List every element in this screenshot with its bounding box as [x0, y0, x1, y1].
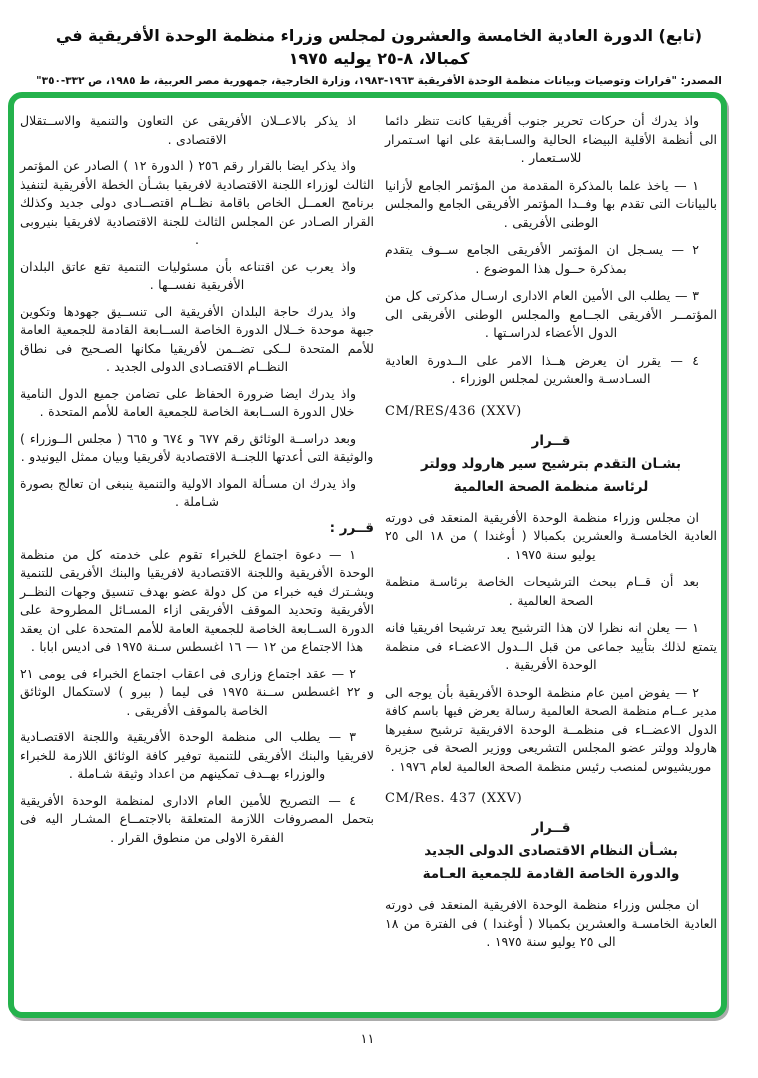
paragraph: ٣ — يطلب الى الأمين العام الادارى ارسـال مذكرتى كل من المؤتمــر الأفريقى الجــامع والمجلس الوطنى الأفريقى الى الدول الأعضاء لدراسـتها .	[385, 288, 717, 340]
paragraph: واذ يدرك أن حركات تحرير جنوب أفريقيا كانت تنظر دائما الى أنظمة الأقلية البيضاء الحالية والسـابقة على انها اسـتمرار للاسـتعمار .	[385, 113, 717, 165]
paragraph: واذ يدرك ان مسـألة المواد الاولية والتنمية ينبغى ان تعالج بصورة شـاملة .	[20, 475, 356, 509]
resolution-heading	[385, 430, 717, 499]
resolution-reference: CM/RES/436 (XXV)	[385, 403, 522, 419]
paragraph: ١ — يعلن انه نظرا لان هذا الترشيح يعد ترشيحا افريقيا فانه يتمتع لذلك بتأييد جماعى من قبل الــدول الاعضـاء فى منظمة الوحدة الأفريقية .	[385, 620, 717, 672]
header-title: (تابع) الدورة العادية الخامسة والعشرون لمجلس وزراء منظمة الوحدة الأفريقية في كمبالا، ٨-٢٥ يوليه ١٩٧٥	[55, 26, 703, 69]
resolution-heading-line: بشـأن النظام الاقتصادى الدولى الجديد	[424, 843, 678, 859]
paragraph: ٢ — عقد اجتماع وزارى فى اعقاب اجتماع الخبراء فى يومى ٢١ و ٢٢ اغسطس ســنة ١٩٧٥ فى ليما ( بيرو ) لاستكمال الوثائق الخاصة بالموقف الأفريقى .	[20, 665, 374, 718]
page-header	[28, 24, 730, 87]
resolution-heading-line: قــرار	[531, 820, 571, 836]
paragraph: ٢ — يسـجل ان المؤتمر الأفريقى الجامع ســوف يتقدم بمذكرة حــول هذا الموضوع .	[385, 242, 699, 276]
paragraph: بعد أن قــام ببحث الترشيحات الخاصة برئاسـة منظمة الصحة العالمية .	[385, 574, 699, 608]
resolution-heading-line: قــرار	[531, 432, 571, 449]
resolution-heading-line: والدورة الخاصة القادمة للجمعية العـامة	[422, 866, 680, 882]
resolution-reference: CM/Res. 437 (XXV)	[385, 791, 523, 806]
paragraph: ٢ — يفوض امين عام منظمة الوحدة الأفريقية بأن يوجه الى مدير عــام منظمة الصحة العالمية رسالة يعرض فيها باسم كافة الدول الاعضــاء فى منظمــة الوحدة الافريقية ترشيح سفيرها هارولد وولتر عضو المجلس التشريعى ووزير الصحة فى جزيرة موريشيوس لمنصب رئيس منظمة الصحة العالمية لعام ١٩٧٦ .	[385, 684, 717, 774]
page-number: ١١	[360, 1032, 375, 1047]
column-right	[385, 112, 717, 961]
paragraph: واذ يدرك حاجة البلدان الأفريقية الى تنســيق جهودها وتكوين جبهة موحدة خــلال الدورة الخاصة الســابعة القادمة للجمعية العامة للأمم المتحدة لــكى تضــمن لأفريقيا مكانها الصـحيح فى نطاق النظــام الاقتصـادى الدولى الجديد .	[20, 303, 374, 374]
column-left	[20, 112, 374, 855]
resolution-heading-line: لرئاسة منظمة الصحة العالمية	[453, 478, 649, 495]
green-highlight-frame	[8, 92, 727, 1018]
paragraph: واذ يذكر ايضا بالقرار رقم ٢٥٦ ( الدورة ١٢ ) الصادر عن المؤتمر الثالث لوزراء اللجنة الاقتصادية لافريقيا بشـأن الخطة الأفريقية لتنفيذ برنامج العمــل الخاص باقامة نظــام اقتصــادى دولى جديد وكذلك القرار الصـادر عن المجلس الثالث للجنة الاقتصادية لافريقيا بنيروبى .	[20, 158, 374, 247]
resolution-heading-line: بشـان التقدم بترشيح سير هارولد وولتر	[420, 455, 682, 472]
decree-word: قــرر :	[329, 519, 374, 536]
paragraph: ان مجلس وزراء منظمة الوحدة الأفريقية المنعقد فى دورته العادية الخامسـة والعشرين بكمبالا ( أوغندا ) من ١٨ الى ٢٥ يوليو سنة ١٩٧٥ .	[385, 509, 717, 562]
header-source-line: المصدر: "قرارات وتوصيات وبيانات منظمة الوحدة الأفريقية ١٩٦٣-١٩٨٣، وزارة الخارجية، جمهورية مصر العربية، ط ١٩٨٥، ص ٣٣٢-٣٥٠"	[36, 75, 722, 88]
paragraph: ان مجلس وزراء منظمة الوحدة الافريقية المنعقد فى دورته العادية الخامسـة والعشرين بكمبالا ( أوغندا ) فى الفترة من ١٨ الى ٢٥ يوليو سنة ١٩٧٥ .	[385, 897, 717, 949]
paragraph: وبعد دراســة الوثائق رقم ٦٧٧ و ٦٧٤ و ٦٦٥ ( مجلس الــوزراء ) والوثيقة التى أعدتها اللجنــة الاقتصادية لأفريقيا وبيان ممثل اليونيدو .	[20, 430, 374, 464]
paragraph: ٤ — التصريح للأمين العام الادارى لمنظمة الوحدة الأفريقية بتحمل المصروفات اللازمة المتعلقة بالاجتمــاع المشـار اليه فى الفقرة الاولى من منطوق القرار .	[20, 792, 374, 845]
paragraph: ٤ — يقرر ان يعرض هــذا الامر على الــدورة العادية السـادسـة والعشرين لمجلس الوزراء .	[385, 352, 699, 386]
resolution-heading	[385, 817, 717, 886]
paragraph: ٣ — يطلب الى منظمة الوحدة الأفريقية واللجنة الاقتصـادية لافريقيا والبنك الأفريقى للتنمية توفير كافة الوثائق اللازمة للخبراء والوزراء بهــدف تمكينهم من اعداد وثيقة شـاملة .	[20, 729, 374, 781]
paragraph: اذ يذكر بالاعــلان الأفريقى عن التعاون والتنمية والاســتقلال الاقتصادى .	[20, 113, 356, 147]
paragraph: واذ يعرب عن اقتناعه بأن مسئوليات التنمية تقع عاتق البلدان الأفريقية نفســها .	[20, 258, 356, 292]
paragraph: واذ يدرك ايضا ضرورة الحفاظ على تضامن جميع الدول النامية خلال الدورة الســابعة الخاصة للجمعية العامة للأمم المتحدة .	[20, 385, 356, 419]
paragraph: ١ — ياخذ علما بالمذكرة المقدمة من المؤتمر الجامع لأزانيا بالبيانات التى تقدم بها وفــدا المؤتمر الأفريقى الجامع والمجلس الوطنى الأفريقى .	[385, 177, 717, 230]
paragraph: ١ — دعوة اجتماع للخبراء تقوم على خدمته كل من منظمة الوحدة الأفريقية واللجنة الاقتصادية لافريقيا والبنك الأفريقى للتنمية ويشـترك فيه خبراء من كل دولة عضو بهدف تنسيق وجهات النظــر الأفريقية وتحديد الموقف الأفريقى ازاء المسـائل المطروحة على الدورة الســابعة الخاصة للجمعية العامة للأمم المتحدة على ان يعقد هذا الاجتماع من ١٢ — ١٦ اغسطس سـنة ١٩٧٥ فى اديس ابابا .	[20, 546, 374, 654]
